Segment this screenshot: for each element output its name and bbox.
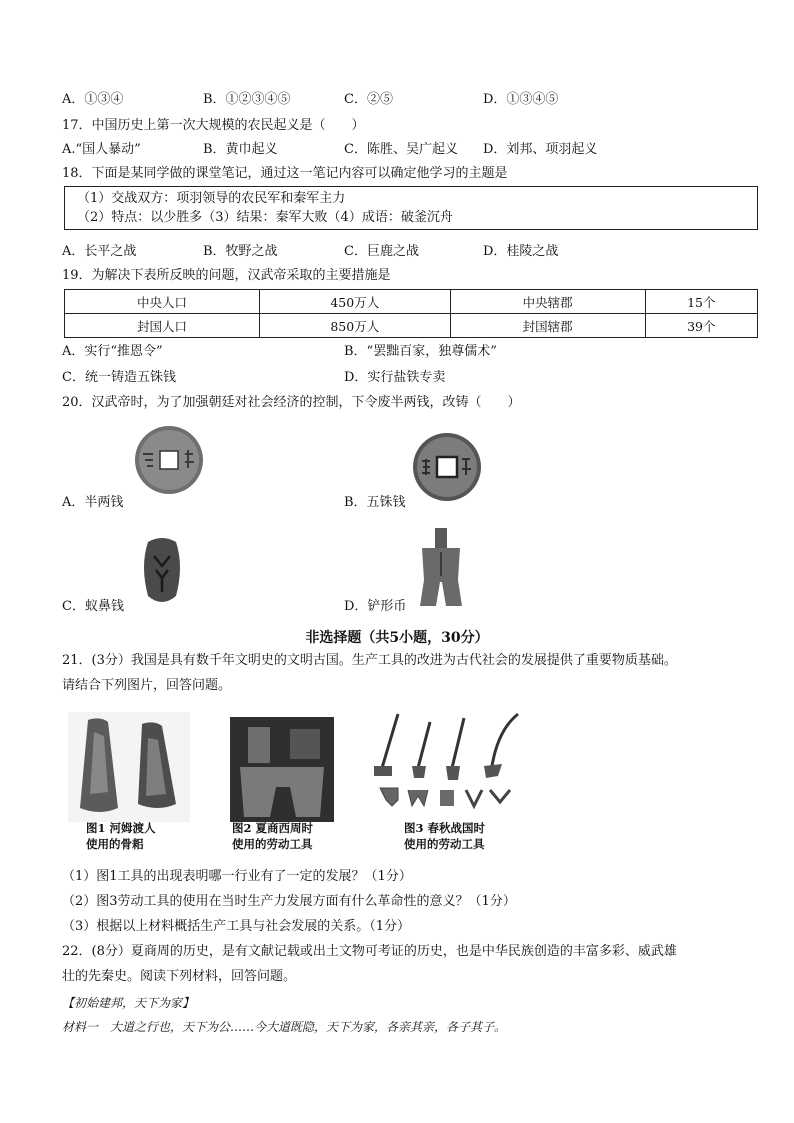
q20-option-a: A．半两钱 [62,495,124,510]
iron-tools-image [368,710,524,820]
figure-3-caption-line-1: 图3 春秋战国时 [404,821,486,835]
q17-option-a: A.“国人暴动” [62,142,141,157]
q16-option-b: B．①②③④⑤ [203,92,291,107]
q19-option-d: D．实行盐铁专卖 [344,370,446,385]
table-cell: 850万人 [260,314,451,338]
figure-3-caption [404,820,485,852]
q18-note-line-1: （1）交战双方：项羽领导的农民军和秦军主力 [77,191,346,206]
figure-2-caption-line-2: 使用的劳动工具 [232,837,313,851]
table-cell: 封国辖郡 [450,314,645,338]
q21-sub-1: （1）图1工具的出现表明哪一行业有了一定的发展？（1分） [62,869,412,884]
q21-stem-line-2: 请结合下列图片，回答问题。 [62,678,232,693]
q18-option-d: D．桂陵之战 [483,244,559,259]
population-table [64,289,758,338]
q17-stem: 17．中国历史上第一次大规模的农民起义是（ ） [62,118,365,133]
q18-stem: 18．下面是某同学做的课堂笔记，通过这一笔记内容可以确定他学习的主题是 [62,166,508,181]
q22-stem-line-1: 22．(8分）夏商周的历史，是有文献记载或出土文物可考证的历史，也是中华民族创造的丰富多彩、威武雄 [62,944,677,959]
q22-material-1: 材料一 大道之行也，天下为公……今大道既隐，天下为家，各亲其亲，各子其子。 [62,1020,507,1034]
q18-note-box [64,186,758,230]
q19-option-b: B．“罢黜百家，独尊儒术” [344,344,497,359]
q21-stem-line-1: 21．(3分）我国是具有数千年文明史的文明古国。生产工具的改进为古代社会的发展提供了重要物质基础。 [62,653,677,668]
q21-sub-2: （2）图3劳动工具的使用在当时生产力发展方面有什么革命性的意义？（1分） [62,894,516,909]
q20-option-b: B．五铢钱 [344,495,406,510]
spade-money-image [416,526,466,608]
table-cell: 中央人口 [65,290,260,314]
figure-1-caption-line-1: 图1 河姆渡人 [86,821,156,835]
table-cell: 39个 [645,314,757,338]
ban-liang-coin-image [133,424,205,496]
q20-option-c: C．蚁鼻钱 [62,599,124,614]
q19-option-c: C．统一铸造五铢钱 [62,370,176,385]
section-title: 非选择题（共5小题，30分） [305,630,489,646]
q17-option-c: C．陈胜、吴广起义 [344,142,458,157]
q22-stem-line-2: 壮的先秦史。阅读下列材料，回答问题。 [62,969,297,984]
table-cell: 中央辖郡 [450,290,645,314]
q20-option-d: D．铲形币 [344,599,407,614]
q16-option-d: D．①③④⑤ [483,92,559,107]
q17-option-b: B．黄巾起义 [203,142,278,157]
figure-1-caption-line-2: 使用的骨耜 [86,837,144,851]
q18-note-line-2: （2）特点：以少胜多（3）结果：秦军大败（4）成语：破釜沉舟 [77,210,453,225]
figure-2-caption-line-1: 图2 夏商西周时 [232,821,314,835]
q19-stem: 19．为解决下表所反映的问题，汉武帝采取的主要措施是 [62,268,391,283]
q22-heading: 【初始建邦，天下为家】 [62,996,195,1010]
q18-option-a: A．长平之战 [62,244,137,259]
table-cell: 封国人口 [65,314,260,338]
figure-1-caption [86,820,156,852]
figure-2-caption [232,820,313,852]
q18-option-b: B．牧野之战 [203,244,278,259]
bone-spade-image [68,712,190,822]
ant-nose-coin-image [140,536,184,606]
q18-option-c: C．巨鹿之战 [344,244,419,259]
table-cell: 15个 [645,290,757,314]
table-row [65,290,758,314]
table-row [65,314,758,338]
q16-option-c: C．②⑤ [344,92,393,107]
table-cell: 450万人 [260,290,451,314]
q20-stem: 20．汉武帝时，为了加强朝廷对社会经济的控制，下令废半两钱，改铸（ ） [62,395,521,410]
q21-sub-3: （3）根据以上材料概括生产工具与社会发展的关系。（1分） [62,919,411,934]
q16-option-a: A．①③④ [62,92,124,107]
wu-zhu-coin-image [411,431,483,503]
figure-3-caption-line-2: 使用的劳动工具 [404,837,485,851]
bronze-tools-image [230,717,334,822]
q19-option-a: A．实行“推恩令” [62,344,163,359]
q17-option-d: D．刘邦、项羽起义 [483,142,598,157]
